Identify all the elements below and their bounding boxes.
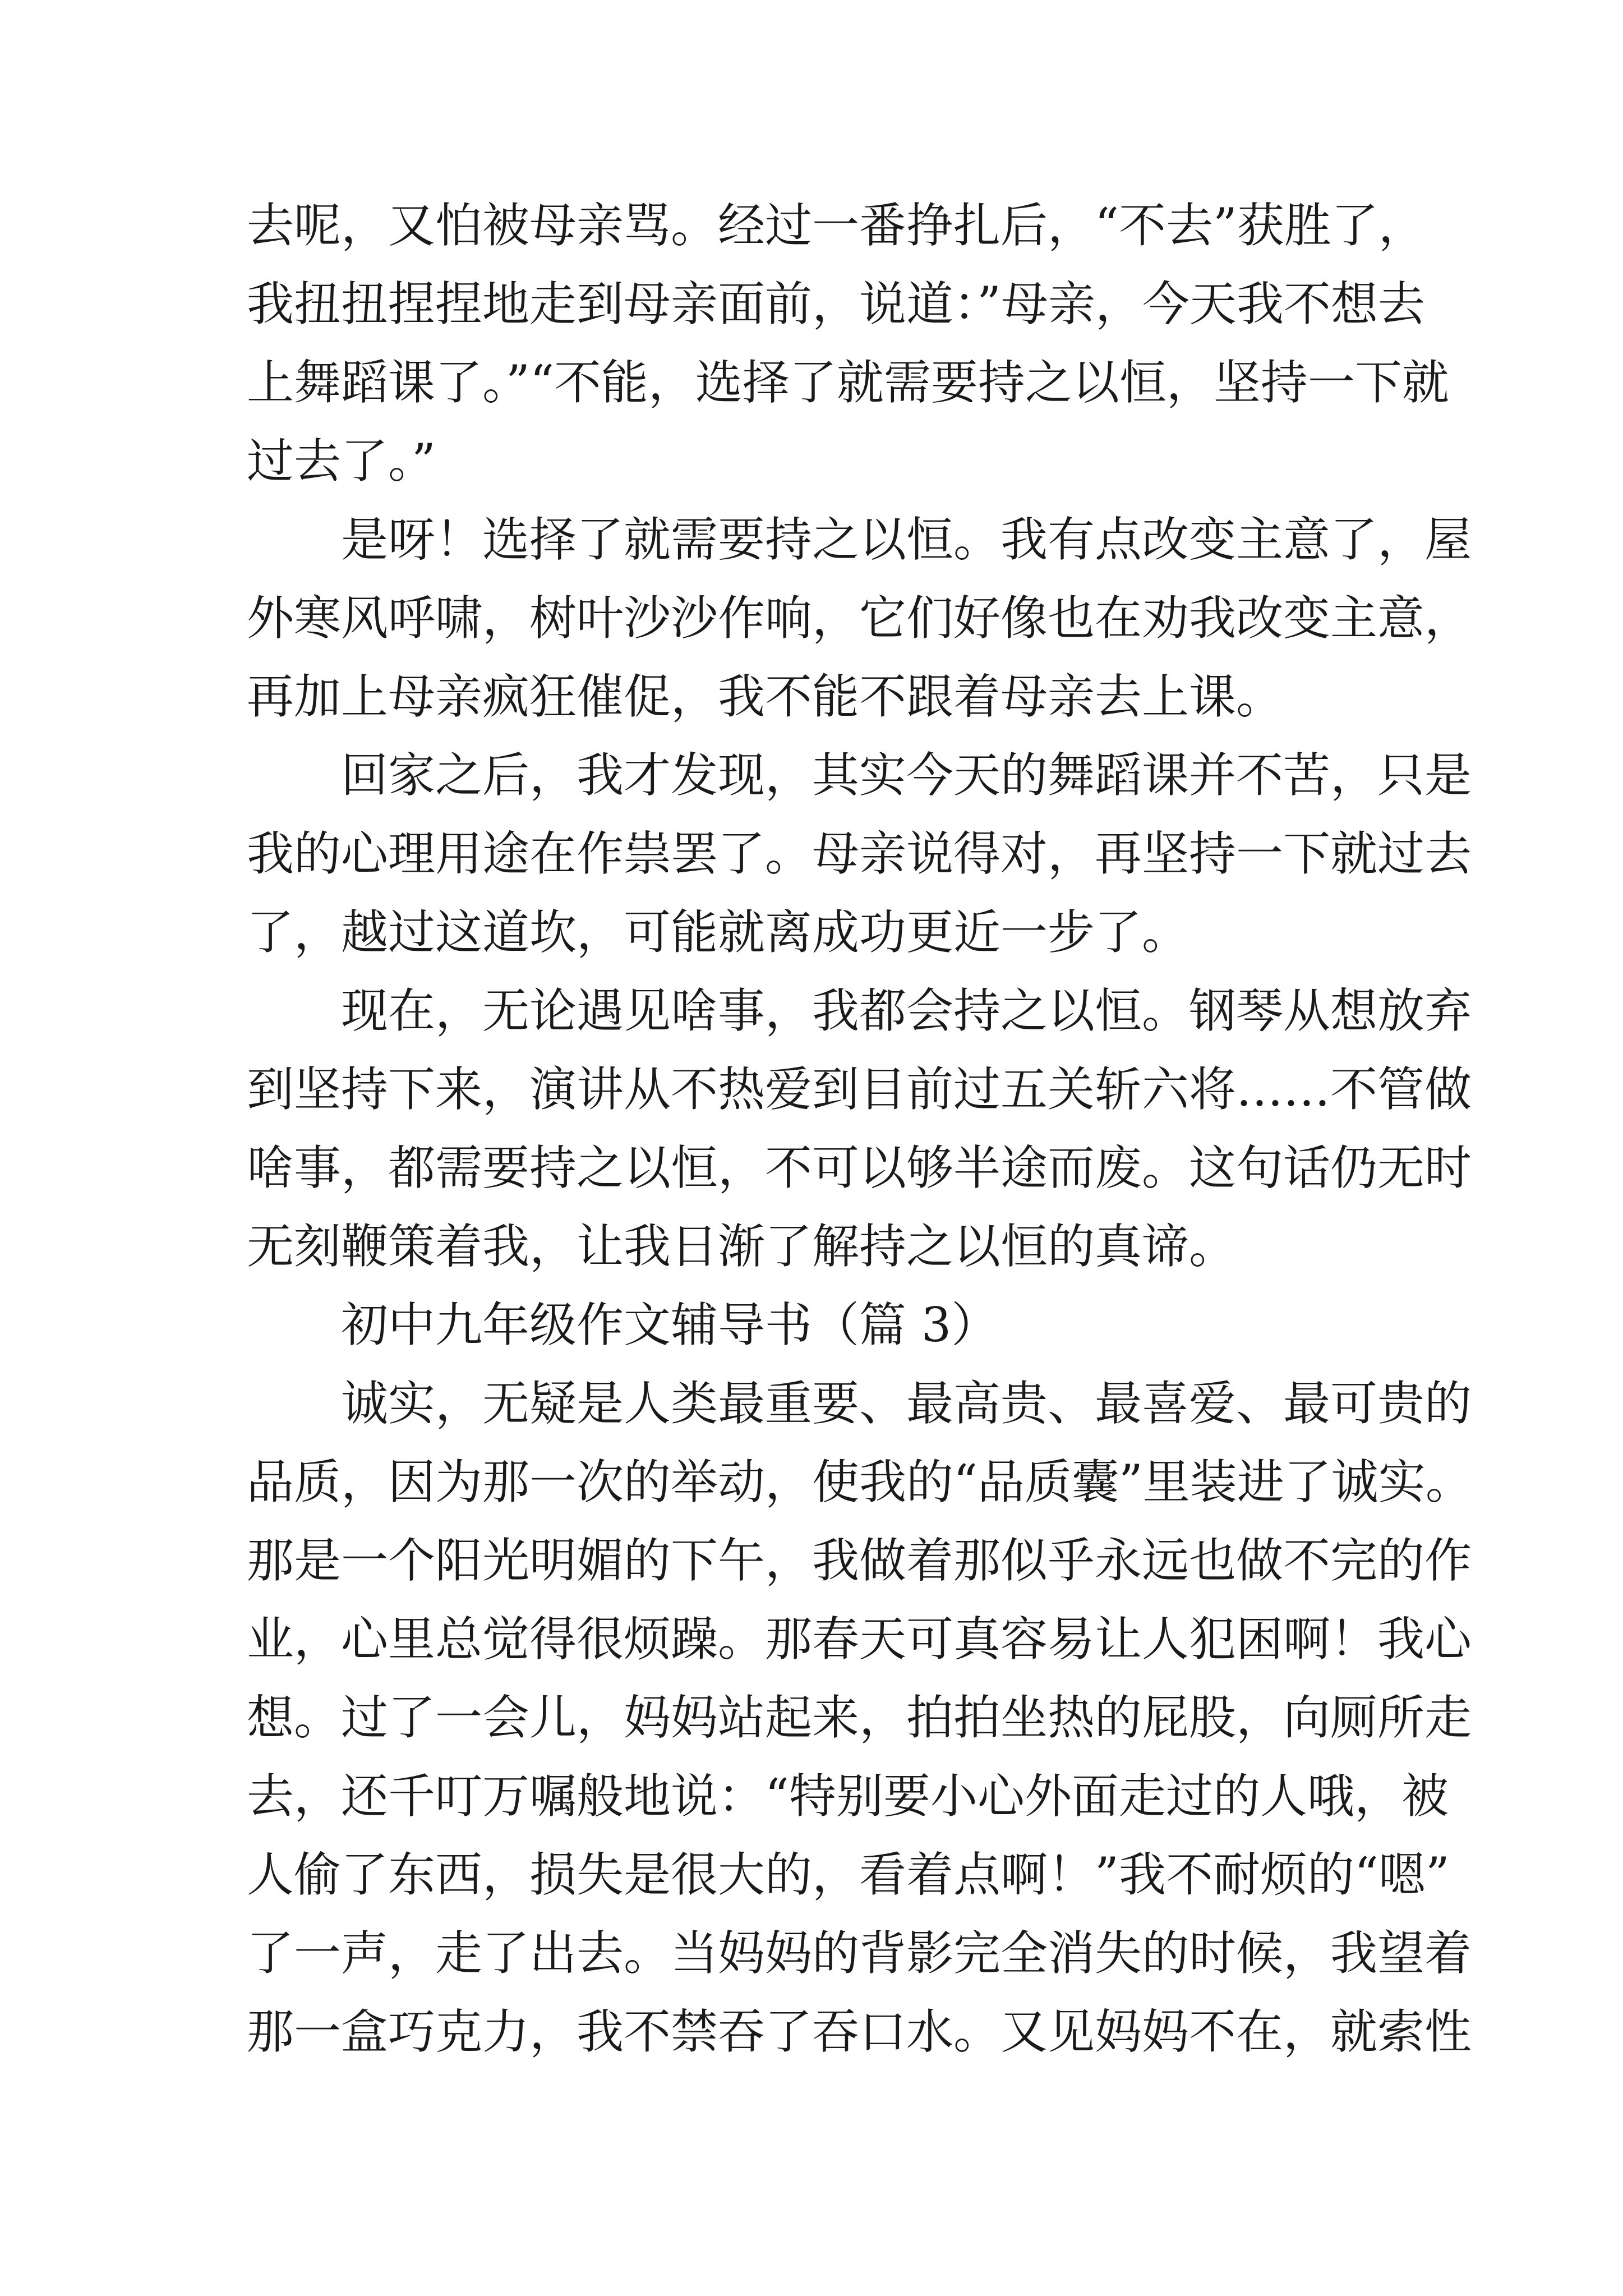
text-line: 再加上母亲疯狂催促，我不能不跟着母亲去上课。: [247, 669, 1284, 724]
document-body: [247, 186, 1473, 2071]
text-line: 我的心理用途在作祟罢了。母亲说得对，再坚持一下就过去: [247, 826, 1472, 881]
text-line: 那是一个阳光明媚的下午，我做着那似乎永远也做不完的作: [247, 1533, 1472, 1588]
text-line: 我扭扭捏捏地走到母亲面前，说道：”母亲，今天我不想去: [247, 277, 1425, 332]
text-line: 了，越过这道坎，可能就离成功更近一步了。: [247, 905, 1189, 960]
text-line: 无刻鞭策着我，让我日渐了解持之以恒的真谛。: [247, 1219, 1237, 1274]
paragraph-start-line: 回家之后，我才发现，其实今天的舞蹈课并不苦，只是: [341, 748, 1472, 803]
text-line: 去，还千叮万嘱般地说：“特别要小心外面走过的人哦，被: [247, 1769, 1449, 1824]
text-line: 品质，因为那一次的举动，使我的“品质囊”里装进了诚实。: [247, 1455, 1473, 1510]
section-heading: 初中九年级作文辅导书（篇 3）: [341, 1297, 999, 1352]
paragraph-start-line: 是呀！选择了就需要持之以恒。我有点改变主意了，屋: [341, 512, 1472, 567]
text-line: 去呢，又怕被母亲骂。经过一番挣扎后，“不去”获胜了，: [247, 198, 1426, 253]
text-line: 上舞蹈课了。”“不能，选择了就需要持之以恒，坚持一下就: [247, 355, 1449, 410]
text-line: 想。过了一会儿，妈妈站起来，拍拍坐热的屁股，向厕所走: [247, 1690, 1472, 1745]
text-line: 啥事，都需要持之以恒，不可以够半途而废。这句话仍无时: [247, 1140, 1472, 1195]
paragraph-start-line: 现在，无论遇见啥事，我都会持之以恒。钢琴从想放弃: [341, 983, 1472, 1038]
text-line: 过去了。”: [247, 434, 436, 489]
text-line: 外寒风呼啸，树叶沙沙作响，它们好像也在劝我改变主意，: [247, 591, 1472, 646]
text-line: 业，心里总觉得很烦躁。那春天可真容易让人犯困啊！我心: [247, 1612, 1472, 1667]
text-line: 那一盒巧克力，我不禁吞了吞口水。又见妈妈不在，就索性: [247, 2004, 1472, 2059]
paragraph-start-line: 诚实，无疑是人类最重要、最高贵、最喜爱、最可贵的: [341, 1376, 1472, 1431]
text-line: 到坚持下来，演讲从不热爱到目前过五关斩六将……不管做: [247, 1062, 1472, 1117]
text-line: 了一声，走了出去。当妈妈的背影完全消失的时候，我望着: [247, 1926, 1472, 1981]
text-line: 人偷了东西，损失是很大的，看着点啊！”我不耐烦的“嗯”: [247, 1847, 1450, 1902]
